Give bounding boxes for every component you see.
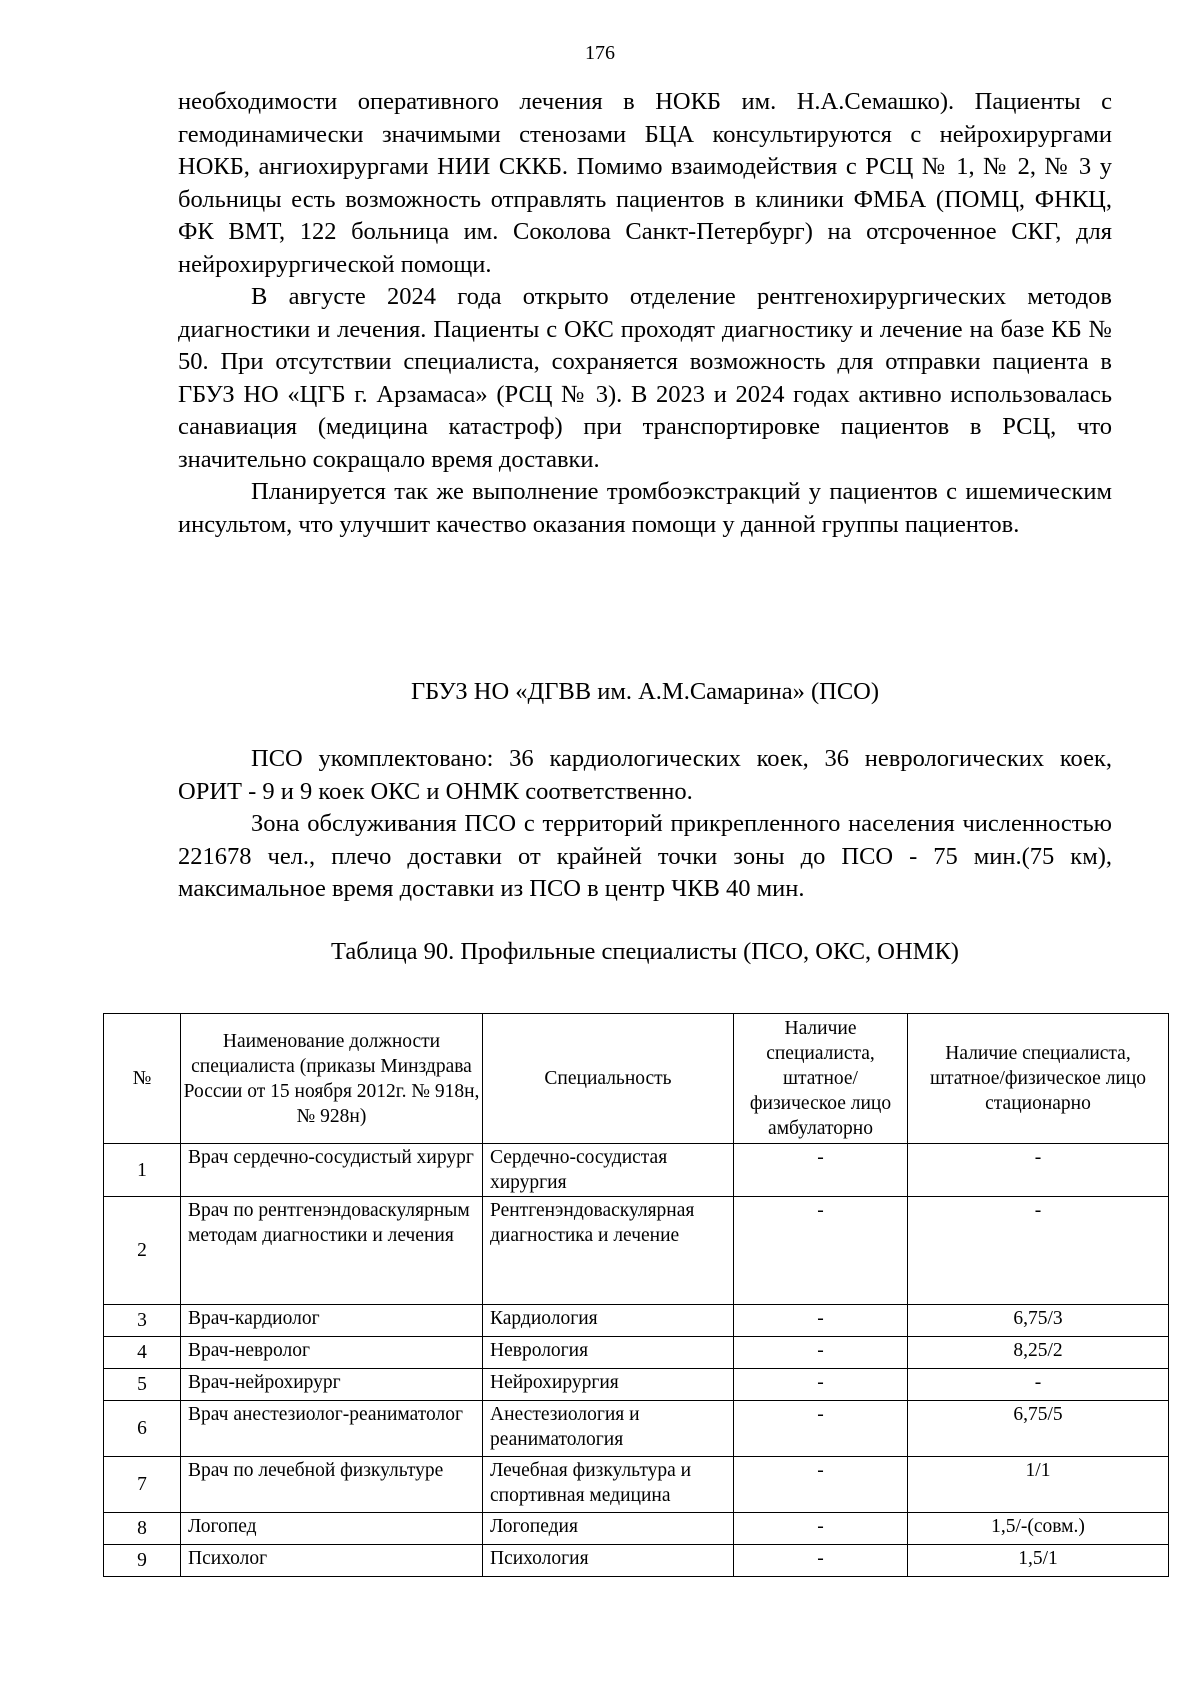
cell-position: Врач-невролог xyxy=(181,1337,483,1369)
cell-inpatient: - xyxy=(908,1369,1169,1401)
table-row xyxy=(104,1305,1169,1337)
header-outpatient: Наличие специалиста, штатное/физическое лицо амбулаторно xyxy=(734,1014,908,1144)
cell-num: 7 xyxy=(104,1457,181,1513)
cell-outpatient: - xyxy=(734,1545,908,1577)
table-row xyxy=(104,1457,1169,1513)
cell-num: 3 xyxy=(104,1305,181,1337)
paragraph: Планируется так же выполнение тромбоэкстракций у пациентов с ишемическим инсультом, что улучшит качество оказания помощи у данной группы пациентов. xyxy=(178,478,1112,538)
cell-specialty: Нейрохирургия xyxy=(483,1369,734,1401)
cell-inpatient: - xyxy=(908,1197,1169,1305)
cell-position: Психолог xyxy=(181,1545,483,1577)
table-row xyxy=(104,1369,1169,1401)
table-row xyxy=(104,1401,1169,1457)
paragraph: необходимости оперативного лечения в НОКБ им. Н.А.Семашко). Пациенты с гемодинамически значимыми стенозами БЦА консультируются с нейрохирургами НОКБ, ангиохирургами НИИ СККБ. Помимо взаимодействия с РСЦ № 1, № 2, № 3 у больницы есть возможность отправлять пациентов в клиники ФМБА (ПОМЦ, ФНКЦ, ФК ВМТ, 122 больница им. Соколова Санкт-Петербург) на отсроченное СКГ, для нейрохирургической помощи. xyxy=(178,88,1112,278)
cell-num: 2 xyxy=(104,1197,181,1305)
section-heading: ГБУЗ НО «ДГВВ им. А.М.Самарина» (ПСО) xyxy=(410,678,880,705)
table-row xyxy=(104,1337,1169,1369)
cell-inpatient: 6,75/3 xyxy=(908,1305,1169,1337)
cell-inpatient: - xyxy=(908,1144,1169,1197)
cell-outpatient: - xyxy=(734,1197,908,1305)
cell-position: Врач по рентгенэндоваскулярным методам диагностики и лечения xyxy=(181,1197,483,1305)
cell-specialty: Кардиология xyxy=(483,1305,734,1337)
cell-specialty: Неврология xyxy=(483,1337,734,1369)
cell-position: Врач-нейрохирург xyxy=(181,1369,483,1401)
cell-inpatient: 8,25/2 xyxy=(908,1337,1169,1369)
cell-inpatient: 6,75/5 xyxy=(908,1401,1169,1457)
cell-outpatient: - xyxy=(734,1144,908,1197)
header-specialty: Специальность xyxy=(483,1014,734,1144)
page-number: 176 xyxy=(585,42,615,64)
cell-specialty: Сердечно-сосудистая хирургия xyxy=(483,1144,734,1197)
cell-specialty: Рентгенэндоваскулярная диагностика и лечение xyxy=(483,1197,734,1305)
cell-position: Врач сердечно-сосудистый хирург xyxy=(181,1144,483,1197)
cell-position: Логопед xyxy=(181,1513,483,1545)
table-row xyxy=(104,1545,1169,1577)
cell-outpatient: - xyxy=(734,1513,908,1545)
cell-outpatient: - xyxy=(734,1305,908,1337)
cell-inpatient: 1,5/-(совм.) xyxy=(908,1513,1169,1545)
table-row xyxy=(104,1513,1169,1545)
cell-num: 5 xyxy=(104,1369,181,1401)
body-text-top xyxy=(178,86,1112,541)
cell-specialty: Лечебная физкультура и спортивная медицина xyxy=(483,1457,734,1513)
table-row xyxy=(104,1144,1169,1197)
cell-specialty: Анестезиология и реаниматология xyxy=(483,1401,734,1457)
cell-outpatient: - xyxy=(734,1337,908,1369)
cell-num: 8 xyxy=(104,1513,181,1545)
cell-specialty: Логопедия xyxy=(483,1513,734,1545)
cell-num: 1 xyxy=(104,1144,181,1197)
table-caption: Таблица 90. Профильные специалисты (ПСО, ОКС, ОНМК) xyxy=(331,938,959,965)
table-header-row xyxy=(104,1014,1169,1144)
cell-inpatient: 1/1 xyxy=(908,1457,1169,1513)
body-text-section xyxy=(178,743,1112,906)
cell-inpatient: 1,5/1 xyxy=(908,1545,1169,1577)
cell-specialty: Психология xyxy=(483,1545,734,1577)
cell-num: 4 xyxy=(104,1337,181,1369)
cell-num: 6 xyxy=(104,1401,181,1457)
cell-outpatient: - xyxy=(734,1401,908,1457)
header-num: № xyxy=(104,1014,181,1144)
cell-outpatient: - xyxy=(734,1457,908,1513)
paragraph: ПСО укомплектовано: 36 кардиологических коек, 36 неврологических коек, ОРИТ - 9 и 9 коек ОКС и ОНМК соответственно. xyxy=(178,745,1112,805)
table-row xyxy=(104,1197,1169,1305)
paragraph: Зона обслуживания ПСО с территорий прикрепленного населения численностью 221678 чел., плечо доставки от крайней точки зоны до ПСО - 75 мин.(75 км), максимальное время доставки из ПСО в центр ЧКВ 40 мин. xyxy=(178,810,1112,902)
header-position: Наименование должности специалиста (приказы Минздрава России от 15 ноября 2012г. № 918н, № 928н) xyxy=(181,1014,483,1144)
cell-num: 9 xyxy=(104,1545,181,1577)
header-inpatient: Наличие специалиста, штатное/физическое лицо стационарно xyxy=(908,1014,1169,1144)
cell-position: Врач анестезиолог-реаниматолог xyxy=(181,1401,483,1457)
cell-position: Врач по лечебной физкультуре xyxy=(181,1457,483,1513)
cell-position: Врач-кардиолог xyxy=(181,1305,483,1337)
cell-outpatient: - xyxy=(734,1369,908,1401)
paragraph: В августе 2024 года открыто отделение рентгенохирургических методов диагностики и лечения. Пациенты с ОКС проходят диагностику и лечение на базе КБ № 50. При отсутствии специалиста, сохраняется возможность для отправки пациента в ГБУЗ НО «ЦГБ г. Арзамаса» (РСЦ № 3). В 2023 и 2024 годах активно использовалась санавиация (медицина катастроф) при транспортировке пациентов в РСЦ, что значительно сокращало время доставки. xyxy=(178,283,1112,473)
specialists-table xyxy=(103,1013,1169,1577)
